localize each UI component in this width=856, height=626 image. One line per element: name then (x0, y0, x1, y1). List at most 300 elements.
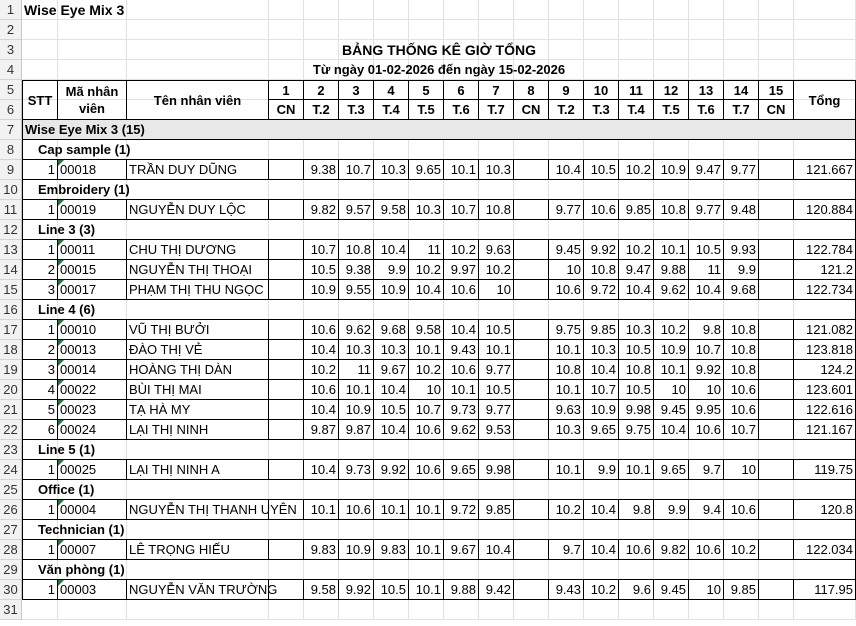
row-header[interactable]: 4 (0, 60, 22, 80)
row-header[interactable]: 18 (0, 340, 22, 360)
hours-cell[interactable] (269, 280, 304, 300)
hours-cell[interactable]: 9.38 (339, 260, 374, 280)
hours-cell[interactable]: 10.4 (619, 280, 654, 300)
hours-cell[interactable]: 10.8 (549, 360, 584, 380)
employee-code[interactable]: 00013 (58, 340, 127, 360)
hours-cell[interactable]: 10.7 (689, 340, 724, 360)
employee-total[interactable]: 123.601 (794, 380, 856, 400)
employee-name[interactable]: TRẦN DUY DŨNG (127, 160, 269, 180)
empty-cell[interactable] (58, 20, 127, 40)
employee-stt[interactable]: 5 (22, 400, 58, 420)
employee-name[interactable]: NGUYỄN VĂN TRƯỜNG (127, 580, 269, 600)
hours-cell[interactable]: 10.1 (549, 380, 584, 400)
hours-cell[interactable]: 10.4 (689, 280, 724, 300)
hours-cell[interactable]: 9.67 (444, 540, 479, 560)
employee-code[interactable]: 00024 (58, 420, 127, 440)
hours-cell[interactable]: 10.6 (444, 360, 479, 380)
hours-cell[interactable]: 9.83 (374, 540, 409, 560)
department-row[interactable]: Technician (1) (22, 520, 856, 540)
header-day[interactable]: 3 (339, 80, 374, 100)
hours-cell[interactable]: 10.2 (584, 580, 619, 600)
hours-cell[interactable]: 10.1 (619, 460, 654, 480)
employee-stt[interactable]: 1 (22, 200, 58, 220)
hours-cell[interactable] (514, 160, 549, 180)
hours-cell[interactable]: 10.9 (584, 400, 619, 420)
hours-cell[interactable] (759, 320, 794, 340)
hours-cell[interactable]: 10.6 (304, 320, 339, 340)
hours-cell[interactable]: 10.4 (374, 240, 409, 260)
hours-cell[interactable]: 10.3 (619, 320, 654, 340)
hours-cell[interactable]: 9.43 (444, 340, 479, 360)
hours-cell[interactable]: 10.8 (339, 240, 374, 260)
hours-cell[interactable]: 9.92 (374, 460, 409, 480)
hours-cell[interactable] (269, 420, 304, 440)
empty-cell[interactable] (759, 20, 794, 40)
employee-total[interactable]: 121.2 (794, 260, 856, 280)
hours-cell[interactable]: 9.58 (409, 320, 444, 340)
hours-cell[interactable] (759, 380, 794, 400)
hours-cell[interactable]: 9.92 (339, 580, 374, 600)
employee-total[interactable]: 117.95 (794, 580, 856, 600)
header-day[interactable]: 11 (619, 80, 654, 100)
department-row[interactable]: Line 5 (1) (22, 440, 856, 460)
hours-cell[interactable] (759, 260, 794, 280)
hours-cell[interactable]: 10.3 (584, 340, 619, 360)
hours-cell[interactable] (269, 340, 304, 360)
employee-name[interactable]: NGUYỄN THỊ THANH UYÊN (127, 500, 269, 520)
header-weekday[interactable]: T.2 (549, 100, 584, 120)
hours-cell[interactable]: 10.4 (549, 160, 584, 180)
employee-name[interactable]: CHU THỊ DƯƠNG (127, 240, 269, 260)
hours-cell[interactable]: 10.4 (584, 360, 619, 380)
header-day[interactable]: 8 (514, 80, 549, 100)
hours-cell[interactable] (269, 400, 304, 420)
employee-total[interactable]: 122.784 (794, 240, 856, 260)
hours-cell[interactable]: 10.2 (409, 260, 444, 280)
employee-code[interactable]: 00003 (58, 580, 127, 600)
hours-cell[interactable]: 10.5 (619, 340, 654, 360)
hours-cell[interactable] (269, 580, 304, 600)
hours-cell[interactable]: 9.98 (619, 400, 654, 420)
hours-cell[interactable]: 9.93 (724, 240, 759, 260)
hours-cell[interactable]: 10 (724, 460, 759, 480)
hours-cell[interactable]: 9.77 (479, 360, 514, 380)
department-row[interactable]: Cap sample (1) (22, 140, 856, 160)
hours-cell[interactable]: 9.92 (689, 360, 724, 380)
empty-cell[interactable] (269, 600, 304, 620)
employee-stt[interactable]: 1 (22, 580, 58, 600)
hours-cell[interactable]: 10.2 (444, 240, 479, 260)
employee-name[interactable]: VŨ THỊ BƯỞI (127, 320, 269, 340)
hours-cell[interactable]: 9.9 (584, 460, 619, 480)
empty-cell[interactable] (127, 600, 269, 620)
hours-cell[interactable] (514, 500, 549, 520)
row-header[interactable]: 8 (0, 140, 22, 160)
hours-cell[interactable]: 10.1 (549, 340, 584, 360)
hours-cell[interactable]: 10.9 (304, 280, 339, 300)
row-header[interactable]: 11 (0, 200, 22, 220)
header-weekday[interactable]: CN (514, 100, 549, 120)
hours-cell[interactable]: 10.4 (584, 500, 619, 520)
employee-code[interactable]: 00017 (58, 280, 127, 300)
hours-cell[interactable]: 10.3 (374, 160, 409, 180)
employee-code[interactable]: 00007 (58, 540, 127, 560)
empty-cell[interactable] (444, 20, 479, 40)
hours-cell[interactable]: 10.2 (409, 360, 444, 380)
row-header[interactable]: 3 (0, 40, 22, 60)
header-day[interactable]: 2 (304, 80, 339, 100)
hours-cell[interactable]: 9.65 (654, 460, 689, 480)
empty-cell[interactable] (269, 20, 304, 40)
hours-cell[interactable]: 9.62 (654, 280, 689, 300)
hours-cell[interactable]: 10.7 (304, 240, 339, 260)
hours-cell[interactable]: 10.5 (374, 580, 409, 600)
hours-cell[interactable]: 10.4 (444, 320, 479, 340)
hours-cell[interactable]: 10.7 (584, 380, 619, 400)
row-header[interactable]: 30 (0, 580, 22, 600)
empty-cell[interactable] (339, 600, 374, 620)
hours-cell[interactable] (269, 380, 304, 400)
empty-cell[interactable] (304, 20, 339, 40)
hours-cell[interactable] (269, 200, 304, 220)
hours-cell[interactable] (759, 420, 794, 440)
row-header[interactable]: 12 (0, 220, 22, 240)
hours-cell[interactable]: 10.1 (549, 460, 584, 480)
hours-cell[interactable] (514, 380, 549, 400)
hours-cell[interactable]: 10.7 (409, 400, 444, 420)
hours-cell[interactable]: 10.4 (654, 420, 689, 440)
header-weekday[interactable]: T.6 (444, 100, 479, 120)
hours-cell[interactable]: 10.3 (339, 340, 374, 360)
hours-cell[interactable]: 10.5 (619, 380, 654, 400)
header-day[interactable]: 14 (724, 80, 759, 100)
row-header[interactable]: 7 (0, 120, 22, 140)
empty-cell[interactable] (584, 20, 619, 40)
hours-cell[interactable]: 10 (479, 280, 514, 300)
hours-cell[interactable] (514, 240, 549, 260)
hours-cell[interactable]: 9.68 (724, 280, 759, 300)
hours-cell[interactable]: 10.6 (619, 540, 654, 560)
employee-stt[interactable]: 4 (22, 380, 58, 400)
department-row[interactable]: Văn phòng (1) (22, 560, 856, 580)
hours-cell[interactable]: 10.1 (654, 360, 689, 380)
row-header[interactable]: 16 (0, 300, 22, 320)
hours-cell[interactable]: 10.1 (409, 500, 444, 520)
employee-code[interactable]: 00015 (58, 260, 127, 280)
empty-cell[interactable] (444, 600, 479, 620)
row-header[interactable]: 17 (0, 320, 22, 340)
hours-cell[interactable]: 9.98 (479, 460, 514, 480)
hours-cell[interactable]: 10.2 (619, 160, 654, 180)
header-stt[interactable]: STT (22, 80, 58, 120)
employee-name[interactable]: LẠI THỊ NINH A (127, 460, 269, 480)
hours-cell[interactable]: 9.58 (374, 200, 409, 220)
hours-cell[interactable]: 11 (689, 260, 724, 280)
hours-cell[interactable]: 9.85 (724, 580, 759, 600)
row-header[interactable]: 6 (0, 100, 22, 120)
hours-cell[interactable] (514, 280, 549, 300)
row-header[interactable]: 21 (0, 400, 22, 420)
hours-cell[interactable]: 9.77 (724, 160, 759, 180)
employee-name[interactable]: HOÀNG THỊ DÀN (127, 360, 269, 380)
employee-code[interactable]: 00019 (58, 200, 127, 220)
employee-stt[interactable]: 1 (22, 160, 58, 180)
empty-cell[interactable] (58, 600, 127, 620)
header-day[interactable]: 10 (584, 80, 619, 100)
row-header[interactable]: 5 (0, 80, 22, 100)
employee-total[interactable]: 122.734 (794, 280, 856, 300)
employee-name[interactable]: LÊ TRỌNG HIẾU (127, 540, 269, 560)
hours-cell[interactable]: 10.6 (409, 460, 444, 480)
employee-stt[interactable]: 1 (22, 240, 58, 260)
employee-total[interactable]: 124.2 (794, 360, 856, 380)
header-day[interactable]: 13 (689, 80, 724, 100)
empty-cell[interactable] (514, 600, 549, 620)
empty-cell[interactable] (549, 20, 584, 40)
hours-cell[interactable]: 10.1 (304, 500, 339, 520)
employee-total[interactable]: 120.884 (794, 200, 856, 220)
hours-cell[interactable]: 9.77 (479, 400, 514, 420)
department-row[interactable]: Line 4 (6) (22, 300, 856, 320)
hours-cell[interactable]: 9.75 (619, 420, 654, 440)
employee-code[interactable]: 00023 (58, 400, 127, 420)
hours-cell[interactable]: 9.85 (619, 200, 654, 220)
hours-cell[interactable] (269, 360, 304, 380)
empty-cell[interactable] (724, 20, 759, 40)
hours-cell[interactable]: 10.9 (654, 160, 689, 180)
employee-total[interactable]: 122.616 (794, 400, 856, 420)
hours-cell[interactable]: 10.1 (444, 380, 479, 400)
hours-cell[interactable]: 10.5 (584, 160, 619, 180)
hours-cell[interactable]: 10.8 (724, 360, 759, 380)
hours-cell[interactable]: 10.3 (479, 160, 514, 180)
hours-cell[interactable] (759, 400, 794, 420)
header-day[interactable]: 5 (409, 80, 444, 100)
employee-name[interactable]: ĐÀO THỊ VẺ (127, 340, 269, 360)
hours-cell[interactable]: 10 (654, 380, 689, 400)
hours-cell[interactable]: 10.8 (654, 200, 689, 220)
hours-cell[interactable] (759, 500, 794, 520)
header-employee-code[interactable]: Mã nhân viên (58, 80, 127, 120)
row-header[interactable]: 19 (0, 360, 22, 380)
employee-total[interactable]: 123.818 (794, 340, 856, 360)
empty-cell[interactable] (619, 20, 654, 40)
department-row[interactable]: Office (1) (22, 480, 856, 500)
empty-cell[interactable] (479, 20, 514, 40)
employee-name[interactable]: NGUYỄN THỊ THOẠI (127, 260, 269, 280)
header-day[interactable]: 15 (759, 80, 794, 100)
hours-cell[interactable]: 9.92 (584, 240, 619, 260)
header-weekday[interactable]: T.2 (304, 100, 339, 120)
hours-cell[interactable]: 10.6 (409, 420, 444, 440)
hours-cell[interactable] (514, 320, 549, 340)
hours-cell[interactable]: 9.97 (444, 260, 479, 280)
hours-cell[interactable]: 10.8 (479, 200, 514, 220)
hours-cell[interactable]: 10.8 (724, 340, 759, 360)
empty-cell[interactable] (654, 600, 689, 620)
empty-cell[interactable] (514, 20, 549, 40)
hours-cell[interactable]: 9.68 (374, 320, 409, 340)
empty-cell[interactable] (22, 20, 58, 40)
header-weekday[interactable]: T.7 (479, 100, 514, 120)
header-day[interactable]: 7 (479, 80, 514, 100)
department-row[interactable]: Line 3 (3) (22, 220, 856, 240)
hours-cell[interactable]: 10.5 (304, 260, 339, 280)
hours-cell[interactable]: 9.87 (339, 420, 374, 440)
hours-cell[interactable]: 9.77 (549, 200, 584, 220)
empty-cell[interactable] (724, 600, 759, 620)
header-weekday[interactable]: T.6 (689, 100, 724, 120)
row-header[interactable]: 14 (0, 260, 22, 280)
hours-cell[interactable]: 10.6 (549, 280, 584, 300)
hours-cell[interactable]: 10.9 (374, 280, 409, 300)
hours-cell[interactable]: 10.1 (444, 160, 479, 180)
row-header[interactable]: 27 (0, 520, 22, 540)
hours-cell[interactable]: 9.42 (479, 580, 514, 600)
row-header[interactable]: 24 (0, 460, 22, 480)
header-weekday[interactable]: T.4 (374, 100, 409, 120)
hours-cell[interactable]: 10.8 (584, 260, 619, 280)
employee-total[interactable]: 120.8 (794, 500, 856, 520)
hours-cell[interactable]: 10.1 (409, 540, 444, 560)
employee-stt[interactable]: 2 (22, 260, 58, 280)
hours-cell[interactable]: 10.6 (689, 420, 724, 440)
hours-cell[interactable] (514, 360, 549, 380)
header-weekday[interactable]: T.5 (409, 100, 444, 120)
row-header[interactable]: 25 (0, 480, 22, 500)
hours-cell[interactable] (269, 540, 304, 560)
empty-cell[interactable] (409, 600, 444, 620)
hours-cell[interactable]: 9.8 (619, 500, 654, 520)
hours-cell[interactable]: 10.6 (304, 380, 339, 400)
hours-cell[interactable]: 10.3 (549, 420, 584, 440)
employee-code[interactable]: 00011 (58, 240, 127, 260)
header-weekday[interactable]: T.4 (619, 100, 654, 120)
empty-cell[interactable] (304, 600, 339, 620)
hours-cell[interactable]: 9.58 (304, 580, 339, 600)
employee-code[interactable]: 00025 (58, 460, 127, 480)
hours-cell[interactable]: 10.4 (479, 540, 514, 560)
empty-cell[interactable] (794, 20, 856, 40)
row-header[interactable]: 26 (0, 500, 22, 520)
header-total[interactable]: Tổng (794, 80, 856, 120)
row-header[interactable]: 13 (0, 240, 22, 260)
header-day[interactable]: 6 (444, 80, 479, 100)
hours-cell[interactable]: 9.65 (584, 420, 619, 440)
empty-cell[interactable] (689, 20, 724, 40)
hours-cell[interactable]: 9.82 (304, 200, 339, 220)
hours-cell[interactable]: 9.72 (444, 500, 479, 520)
employee-total[interactable]: 121.167 (794, 420, 856, 440)
empty-cell[interactable] (654, 20, 689, 40)
employee-stt[interactable]: 3 (22, 280, 58, 300)
hours-cell[interactable]: 10.2 (304, 360, 339, 380)
hours-cell[interactable]: 10.2 (654, 320, 689, 340)
header-day[interactable]: 9 (549, 80, 584, 100)
header-weekday[interactable]: T.7 (724, 100, 759, 120)
row-header[interactable]: 9 (0, 160, 22, 180)
employee-code[interactable]: 00014 (58, 360, 127, 380)
hours-cell[interactable]: 10.4 (584, 540, 619, 560)
hours-cell[interactable]: 9.95 (689, 400, 724, 420)
header-weekday[interactable]: T.5 (654, 100, 689, 120)
department-row[interactable]: Embroidery (1) (22, 180, 856, 200)
hours-cell[interactable] (269, 160, 304, 180)
hours-cell[interactable]: 10.4 (374, 420, 409, 440)
hours-cell[interactable]: 9.8 (689, 320, 724, 340)
header-day[interactable]: 1 (269, 80, 304, 100)
hours-cell[interactable] (759, 160, 794, 180)
hours-cell[interactable]: 9.75 (549, 320, 584, 340)
hours-cell[interactable]: 10.3 (374, 340, 409, 360)
hours-cell[interactable]: 9.88 (444, 580, 479, 600)
hours-cell[interactable]: 10 (549, 260, 584, 280)
hours-cell[interactable]: 10.7 (444, 200, 479, 220)
hours-cell[interactable]: 10.4 (304, 400, 339, 420)
hours-cell[interactable]: 9.6 (619, 580, 654, 600)
hours-cell[interactable]: 10.1 (339, 380, 374, 400)
hours-cell[interactable]: 10.9 (339, 540, 374, 560)
hours-cell[interactable]: 10.1 (479, 340, 514, 360)
hours-cell[interactable]: 9.73 (339, 460, 374, 480)
hours-cell[interactable]: 9.9 (654, 500, 689, 520)
empty-cell[interactable] (794, 600, 856, 620)
hours-cell[interactable]: 9.62 (444, 420, 479, 440)
hours-cell[interactable]: 11 (339, 360, 374, 380)
hours-cell[interactable] (269, 460, 304, 480)
employee-code[interactable]: 00010 (58, 320, 127, 340)
empty-cell[interactable] (479, 600, 514, 620)
hours-cell[interactable]: 10.6 (724, 400, 759, 420)
hours-cell[interactable]: 10.9 (654, 340, 689, 360)
hours-cell[interactable]: 9.7 (689, 460, 724, 480)
hours-cell[interactable]: 10.1 (374, 500, 409, 520)
employee-stt[interactable]: 2 (22, 340, 58, 360)
empty-cell[interactable] (549, 600, 584, 620)
hours-cell[interactable]: 10.4 (409, 280, 444, 300)
hours-cell[interactable]: 10.1 (409, 340, 444, 360)
hours-cell[interactable]: 9.85 (584, 320, 619, 340)
empty-cell[interactable] (127, 20, 269, 40)
employee-name[interactable]: NGUYỄN DUY LỘC (127, 200, 269, 220)
employee-code[interactable]: 00022 (58, 380, 127, 400)
hours-cell[interactable]: 10.6 (584, 200, 619, 220)
hours-cell[interactable]: 10.5 (479, 320, 514, 340)
employee-stt[interactable]: 1 (22, 460, 58, 480)
hours-cell[interactable]: 10.5 (479, 380, 514, 400)
row-header[interactable]: 22 (0, 420, 22, 440)
employee-total[interactable]: 121.082 (794, 320, 856, 340)
hours-cell[interactable] (759, 200, 794, 220)
header-weekday[interactable]: CN (269, 100, 304, 120)
hours-cell[interactable]: 10.8 (619, 360, 654, 380)
hours-cell[interactable]: 10.2 (479, 260, 514, 280)
hours-cell[interactable] (514, 540, 549, 560)
hours-cell[interactable]: 9.57 (339, 200, 374, 220)
hours-cell[interactable]: 9.62 (339, 320, 374, 340)
hours-cell[interactable]: 10.2 (619, 240, 654, 260)
hours-cell[interactable] (759, 240, 794, 260)
hours-cell[interactable] (514, 400, 549, 420)
hours-cell[interactable] (759, 460, 794, 480)
hours-cell[interactable]: 10.7 (339, 160, 374, 180)
hours-cell[interactable]: 10.4 (374, 380, 409, 400)
header-day[interactable]: 4 (374, 80, 409, 100)
employee-stt[interactable]: 1 (22, 500, 58, 520)
empty-cell[interactable] (374, 20, 409, 40)
hours-cell[interactable]: 10.7 (724, 420, 759, 440)
hours-cell[interactable] (514, 340, 549, 360)
